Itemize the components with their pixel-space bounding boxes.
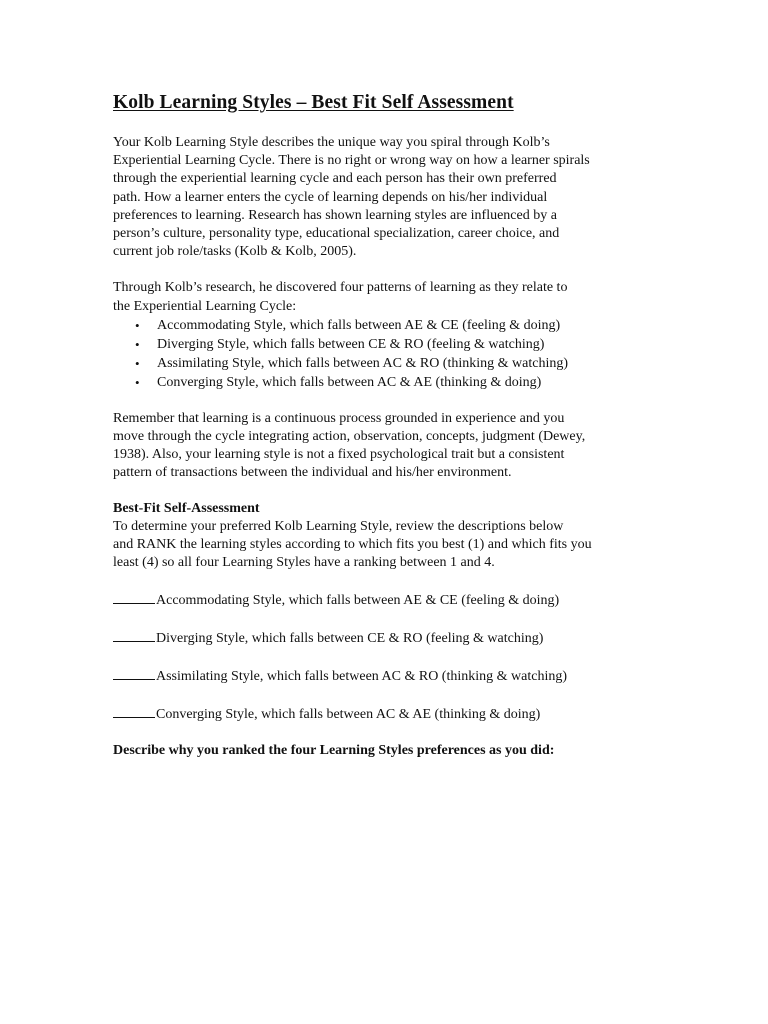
remember-line: 1938). Also, your learning style is not a fixed psychological trait but a consistent (113, 447, 565, 463)
intro-line: preferences to learning. Research has shown learning styles are influenced by a (113, 207, 557, 223)
rank-blank-field[interactable] (113, 666, 155, 680)
learning-styles-list (113, 316, 673, 392)
instructions-line: least (4) so all four Learning Styles have a ranking between 1 and 4. (113, 555, 495, 571)
bullet-icon: • (135, 317, 140, 333)
bullet-icon: • (135, 336, 140, 352)
intro-line: person’s culture, personality type, educational specialization, career choice, and (113, 226, 560, 242)
list-item (113, 335, 673, 354)
remember-line: move through the cycle integrating action, observation, concepts, judgment (Dewey, (113, 429, 586, 445)
intro-paragraph (113, 134, 673, 261)
intro-line: current job role/tasks (Kolb & Kolb, 2005). (113, 244, 357, 260)
rank-label: Assimilating Style, which falls between AC & RO (thinking & watching) (156, 669, 568, 685)
list-item-text: Diverging Style, which falls between CE & RO (feeling & watching) (157, 336, 545, 352)
rank-label: Accommodating Style, which falls between AE & CE (feeling & doing) (156, 593, 560, 609)
assessment-instructions (113, 518, 673, 573)
assessment-heading: Best-Fit Self-Assessment (113, 500, 260, 516)
patterns-line: Through Kolb’s research, he discovered four patterns of learning as they relate to (113, 280, 568, 296)
document-title: Kolb Learning Styles – Best Fit Self Assessment (113, 92, 514, 113)
remember-line: pattern of transactions between the individual and his/her environment. (113, 465, 512, 481)
closing-prompt: Describe why you ranked the four Learning Styles preferences as you did: (113, 743, 555, 759)
rank-row-converging (113, 704, 673, 724)
intro-line: path. How a learner enters the cycle of learning depends on his/her individual (113, 189, 548, 205)
remember-line: Remember that learning is a continuous process grounded in experience and you (113, 410, 565, 426)
instructions-line: To determine your preferred Kolb Learning Style, review the descriptions below (113, 518, 564, 534)
list-item (113, 354, 673, 373)
intro-line: Your Kolb Learning Style describes the unique way you spiral through Kolb’s (113, 135, 550, 150)
document-page (113, 92, 673, 760)
rank-label: Diverging Style, which falls between CE & RO (feeling & watching) (156, 631, 544, 647)
rank-blank-field[interactable] (113, 590, 155, 604)
instructions-line: and RANK the learning styles according to which fits you best (1) and which fits you (113, 536, 592, 552)
intro-line: through the experiential learning cycle and each person has their own preferred (113, 171, 557, 187)
list-item-text: Converging Style, which falls between AC & AE (thinking & doing) (157, 374, 542, 390)
bullet-icon: • (135, 355, 140, 371)
intro-line: Experiential Learning Cycle. There is no right or wrong way on how a learner spirals (113, 153, 590, 169)
rank-blank-field[interactable] (113, 628, 155, 642)
rank-row-assimilating (113, 666, 673, 686)
bullet-icon: • (135, 374, 140, 390)
list-item (113, 316, 673, 335)
rank-row-accommodating (113, 590, 673, 610)
remember-paragraph (113, 410, 673, 483)
patterns-paragraph (113, 279, 673, 315)
patterns-line: the Experiential Learning Cycle: (113, 298, 297, 314)
list-item (113, 373, 673, 392)
rank-row-diverging (113, 628, 673, 648)
rank-blank-field[interactable] (113, 704, 155, 718)
list-item-text: Accommodating Style, which falls between AE & CE (feeling & doing) (157, 317, 561, 333)
rank-label: Converging Style, which falls between AC & AE (thinking & doing) (156, 707, 541, 723)
list-item-text: Assimilating Style, which falls between AC & RO (thinking & watching) (157, 355, 569, 371)
